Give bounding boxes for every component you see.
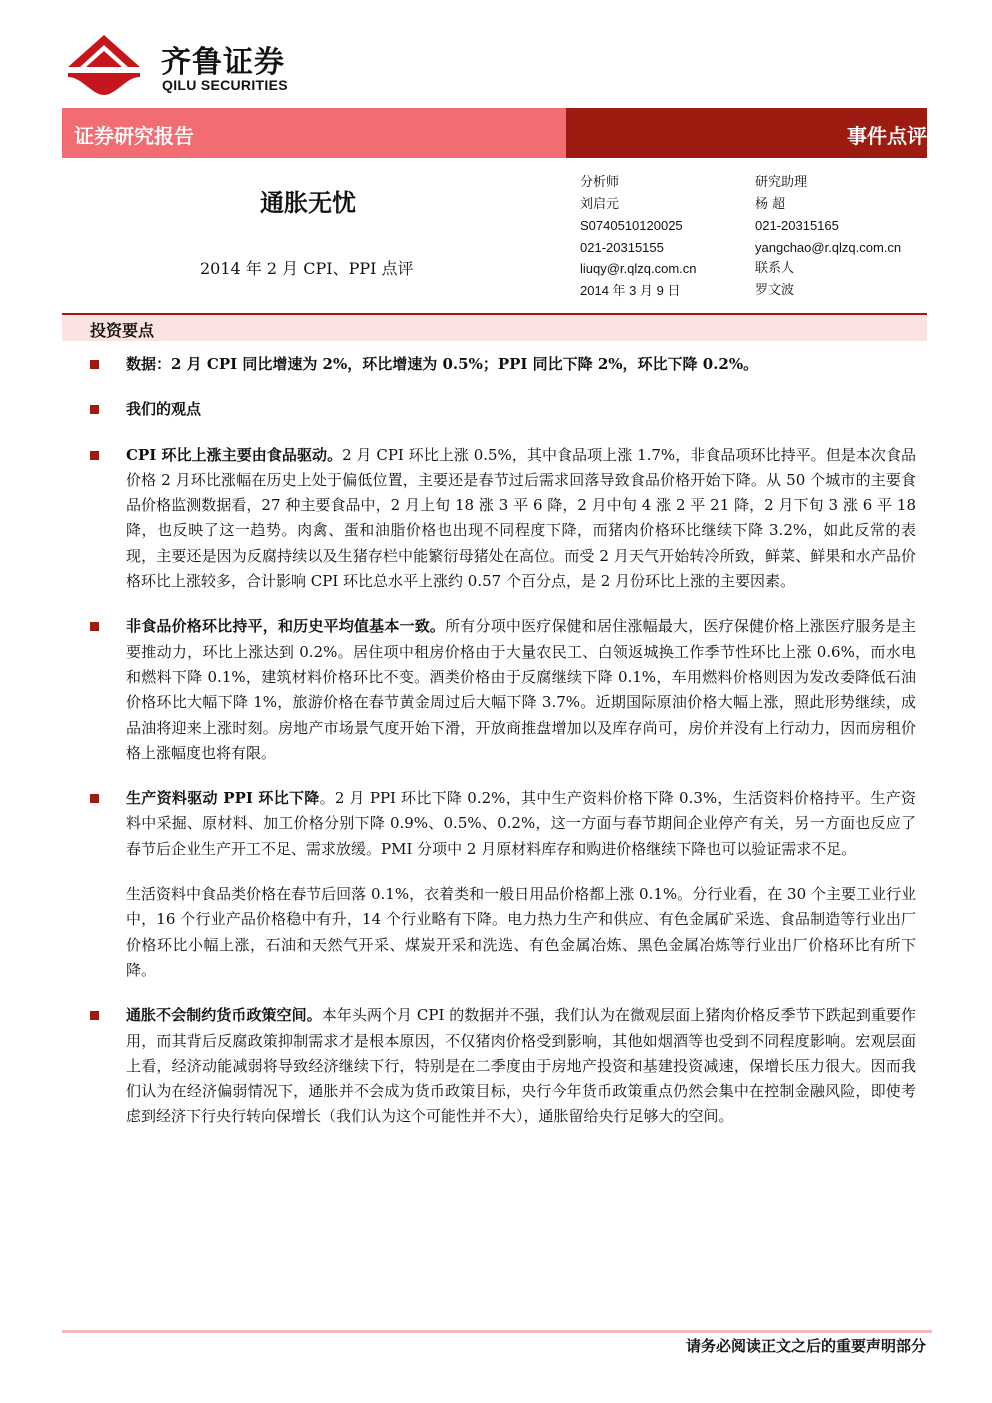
report-type: 事件点评 (847, 124, 927, 148)
contact-name: 罗文波 (755, 282, 795, 298)
list-item (90, 786, 916, 862)
logo-name-en: QILU SECURITIES (162, 77, 288, 93)
bullet-body: 所有分项中医疗保健和居住涨幅最大，医疗保健价格上涨医疗服务是主要推动力，环比上涨达到 0.2%。居住项中租房价格由于大量农民工、白领返城换工作季节性环比上涨 0.6%，而水电和燃料下降 0.1%，建筑材料价格环比不变。酒类价格由于反腐继续下降 0.1%，车用燃料价格则因为发改委降低石油价格环比大幅下降 1%，旅游价格在春节黄金周过后大幅下降 3.7%。近期国际原油价格大幅上涨，照此形势继续，成品油将迎来上涨时刻。房地产市场景气度开始下滑，开放商推盘增加以及库存尚可，房价并没有上行动力，因而房租价格上涨幅度也将有限。 (126, 617, 916, 762)
analyst-name: 刘启元 (580, 196, 620, 212)
analyst-phone: 021-20315155 (580, 239, 664, 255)
footer-divider (62, 1330, 932, 1333)
section-title: 投资要点 (90, 321, 155, 340)
banner-left (62, 108, 566, 158)
list-item (90, 1003, 916, 1129)
list-item (90, 397, 916, 422)
bullet-lead: CPI 环比上涨主要由食品驱动。 (126, 445, 343, 464)
bullet-text: 数据：2 月 CPI 同比增速为 2%，环比增速为 0.5%；PPI 同比下降 2%，环比下降 0.2%。 (126, 355, 759, 373)
assistant-name: 杨 超 (755, 196, 786, 212)
bullet-text: 我们的观点 (126, 400, 202, 419)
bullet-square-icon (90, 1011, 99, 1020)
qilu-logo-icon (66, 33, 146, 95)
report-banner (62, 108, 927, 158)
section-header (62, 313, 927, 341)
list-item (90, 443, 916, 595)
analyst-info (580, 172, 697, 302)
assistant-info (755, 172, 901, 302)
bullet-square-icon (90, 794, 99, 803)
footer-notice: 请务必阅读正文之后的重要声明部分 (685, 1337, 926, 1355)
analyst-label: 分析师 (580, 175, 620, 190)
logo-name-cn: 齐鲁证券 (161, 45, 285, 80)
bullet-body: 。2 月 PPI 环比下降 0.2%，其中生产资料价格下降 0.3%，生活资料价格持平。生产资料中采掘、原材料、加工价格分别下降 0.9%、0.5%、0.2%，这一方面与春节期间企业停产有关，另一方面也反应了春节后企业生产开工不足、需求放缓。PMI 分项中 2 月原材料库存和购进价格继续下降也可以验证需求不足。 (126, 789, 916, 858)
bullet-body: 本年头两个月 CPI 的数据并不强，我们认为在微观层面上猪肉价格反季节下跌起到重要作用，而其背后反腐政策抑制需求才是根本原因，不仅猪肉价格受到影响，其他如烟酒等也受到不同程度影响。宏观层面上看，经济动能减弱将导致经济继续下行，特别是在二季度由于房地产投资和基建投资减速，保增长压力很大。因而我们认为在经济偏弱情况下，通胀并不会成为货币政策目标，央行今年货币政策重点仍然会集中在控制金融风险，即使考虑到经济下行央行转向保增长（我们认为这个可能性并不大），通胀留给央行足够大的空间。 (126, 1006, 916, 1126)
banner-right (566, 108, 927, 158)
bullet-square-icon (90, 451, 99, 460)
contact-label: 联系人 (755, 261, 795, 277)
bullet-lead: 生产资料驱动 PPI 环比下降 (126, 789, 320, 808)
list-item (90, 352, 916, 377)
paragraph: 生活资料中食品类价格在春节后回落 0.1%，衣着类和一般日用品价格都上涨 0.1%。分行业看，在 30 个主要工业行业中，16 个行业产品价格稳中有升，14 个行业略有下降。电力热力生产和供应、有色金属矿采选、食品制造等行业出厂价格环比小幅上涨，石油和天然气开采、煤炭开采和洗选、有色金属冶炼、黑色金属冶炼等行业出厂价格环比有所下降。 (126, 885, 916, 979)
assistant-email: yangchao@r.qlzq.com.cn (755, 239, 902, 255)
report-title: 通胀无忧 (260, 189, 356, 217)
assistant-label: 研究助理 (755, 175, 808, 190)
report-category: 证券研究报告 (74, 124, 194, 148)
bullet-lead: 通胀不会制约货币政策空间。 (126, 1006, 322, 1025)
analyst-cert: S0740510120025 (580, 218, 683, 234)
bullet-square-icon (90, 622, 99, 631)
report-body (90, 352, 916, 1150)
analyst-email: liuqy@r.qlzq.com.cn (580, 261, 697, 277)
bullet-body: 2 月 CPI 环比上涨 0.5%，其中食品项上涨 1.7%，非食品项环比持平。但是本次食品价格 2 月环比涨幅在历史上处于偏低位置，主要还是春节过后需求回落导致食品价格开始下降。从 50 个城市的主要食品价格监测数据看，27 种主要食品中，2 月上旬 18 涨 3 平 6 降，2 月中旬 4 涨 2 平 21 降，2 月下旬 3 涨 6 平 18 降，也反映了这一趋势。肉禽、蛋和油脂价格也出现不同程度下降，而猪肉价格环比继续下降 3.2%，如此反常的表现，主要还是因为反腐持续以及生猪存栏中能繁衍母猪处在高位。而受 2 月天气开始转冷所致，鲜菜、鲜果和水产品价格环比上涨较多，合计影响 CPI 环比总水平上涨约 0.57 个百分点，是 2 月份环比上涨的主要因素。 (126, 445, 916, 591)
report-date: 2014 年 3 月 9 日 (580, 282, 681, 298)
report-subtitle: 2014 年 2 月 CPI、PPI 点评 (200, 259, 414, 278)
bullet-lead: 非食品价格环比持平，和历史平均值基本一致。 (126, 617, 446, 636)
assistant-phone: 021-20315165 (755, 218, 839, 234)
bullet-square-icon (90, 405, 99, 414)
bullet-square-icon (90, 360, 99, 369)
list-item (90, 614, 916, 766)
company-logo (66, 33, 326, 95)
